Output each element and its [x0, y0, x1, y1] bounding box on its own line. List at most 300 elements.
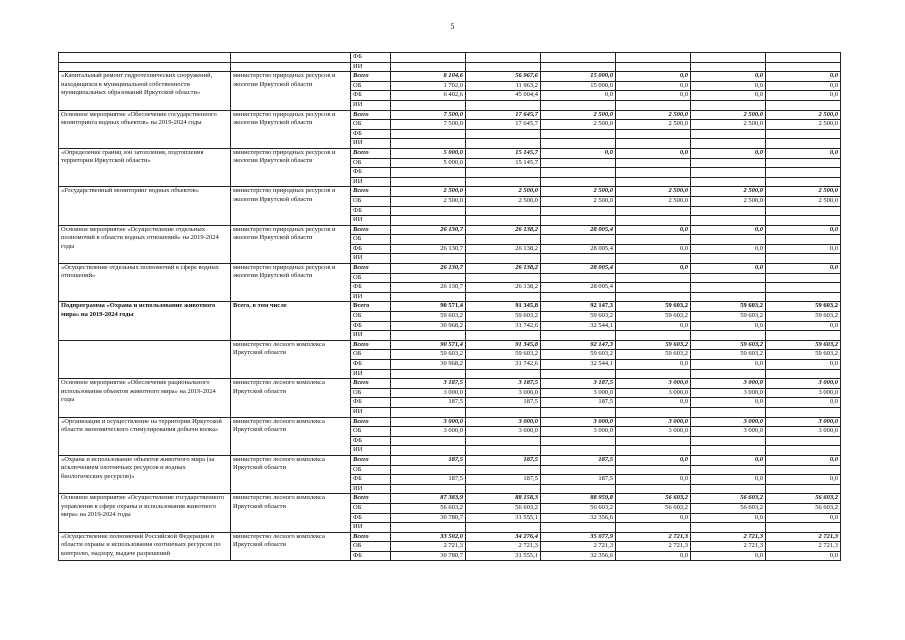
- value-cell: 0,0: [616, 398, 691, 408]
- value-cell: [766, 273, 841, 283]
- table-row: [59, 455, 841, 465]
- value-cell: [391, 331, 466, 341]
- value-cell: 187,5: [541, 398, 616, 408]
- value-cell: [541, 206, 616, 216]
- source-cell: ИИ: [351, 216, 391, 226]
- value-cell: [616, 446, 691, 456]
- value-cell: 59 603,2: [466, 350, 541, 360]
- value-cell: 3 000,0: [391, 417, 466, 427]
- value-cell: 17 645,7: [466, 110, 541, 120]
- value-cell: 2 500,0: [766, 187, 841, 197]
- value-cell: [691, 216, 766, 226]
- value-cell: [766, 62, 841, 72]
- value-cell: 0,0: [766, 360, 841, 370]
- value-cell: 0,0: [616, 321, 691, 331]
- source-cell: ИИ: [351, 292, 391, 302]
- source-cell: ФБ: [351, 360, 391, 370]
- value-cell: [541, 436, 616, 446]
- value-cell: [616, 235, 691, 245]
- budget-table: [58, 52, 841, 561]
- value-cell: 45 004,4: [466, 91, 541, 101]
- executor-cell: министерство природных ресурсов и экологии Иркутской области: [231, 225, 351, 263]
- value-cell: 0,0: [691, 91, 766, 101]
- source-cell: ИИ: [351, 369, 391, 379]
- value-cell: 0,0: [766, 475, 841, 485]
- value-cell: 56 967,6: [466, 72, 541, 82]
- table-row: [59, 532, 841, 542]
- value-cell: 26 138,2: [466, 283, 541, 293]
- value-cell: [616, 254, 691, 264]
- value-cell: [391, 254, 466, 264]
- value-cell: [466, 206, 541, 216]
- value-cell: 17 645,7: [466, 120, 541, 130]
- program-name-cell: Основное мероприятие «Осуществление отдельных полномочий в области водных отношений» на 2019-2024 годы: [59, 225, 231, 263]
- value-cell: 59 603,2: [691, 340, 766, 350]
- value-cell: 28 005,4: [541, 283, 616, 293]
- source-cell: ФБ: [351, 513, 391, 523]
- value-cell: 59 603,2: [616, 350, 691, 360]
- value-cell: 0,0: [616, 225, 691, 235]
- value-cell: 56 603,2: [766, 494, 841, 504]
- value-cell: [691, 407, 766, 417]
- value-cell: [766, 100, 841, 110]
- value-cell: [616, 177, 691, 187]
- value-cell: [766, 484, 841, 494]
- value-cell: [541, 446, 616, 456]
- value-cell: 0,0: [691, 72, 766, 82]
- value-cell: 0,0: [616, 148, 691, 158]
- executor-cell: Всего, в том числе: [231, 302, 351, 340]
- value-cell: 32 356,6: [541, 551, 616, 561]
- value-cell: [541, 62, 616, 72]
- value-cell: [541, 168, 616, 178]
- value-cell: 15 000,0: [541, 72, 616, 82]
- value-cell: [466, 465, 541, 475]
- value-cell: 26 130,7: [391, 244, 466, 254]
- value-cell: 91 345,8: [466, 340, 541, 350]
- value-cell: [616, 484, 691, 494]
- executor-cell: министерство лесного комплекса Иркутской области: [231, 455, 351, 493]
- value-cell: [541, 465, 616, 475]
- value-cell: [466, 436, 541, 446]
- source-cell: ФБ: [351, 168, 391, 178]
- value-cell: 3 000,0: [691, 427, 766, 437]
- value-cell: [691, 465, 766, 475]
- source-cell: ОБ: [351, 388, 391, 398]
- value-cell: [391, 53, 466, 63]
- value-cell: 0,0: [691, 321, 766, 331]
- table-row: [59, 494, 841, 504]
- value-cell: [766, 168, 841, 178]
- value-cell: 0,0: [616, 72, 691, 82]
- value-cell: 31 555,1: [466, 513, 541, 523]
- source-cell: ОБ: [351, 312, 391, 322]
- value-cell: 0,0: [766, 455, 841, 465]
- value-cell: 0,0: [766, 398, 841, 408]
- source-cell: ФБ: [351, 436, 391, 446]
- source-cell: ОБ: [351, 542, 391, 552]
- value-cell: 3 000,0: [616, 427, 691, 437]
- value-cell: 187,5: [541, 475, 616, 485]
- program-name-cell: «Осуществление отдельных полномочий в сфере водных отношений»: [59, 264, 231, 302]
- value-cell: 59 603,2: [766, 350, 841, 360]
- value-cell: [391, 216, 466, 226]
- value-cell: 0,0: [691, 513, 766, 523]
- value-cell: 7 500,0: [391, 120, 466, 130]
- value-cell: [391, 139, 466, 149]
- table-row: [59, 417, 841, 427]
- value-cell: [541, 273, 616, 283]
- value-cell: 0,0: [616, 455, 691, 465]
- value-cell: 2 500,0: [616, 187, 691, 197]
- value-cell: 3 000,0: [616, 379, 691, 389]
- value-cell: [766, 254, 841, 264]
- value-cell: 187,5: [466, 455, 541, 465]
- value-cell: 0,0: [691, 455, 766, 465]
- value-cell: [691, 446, 766, 456]
- value-cell: 187,5: [466, 398, 541, 408]
- value-cell: 26 130,7: [391, 225, 466, 235]
- value-cell: [391, 235, 466, 245]
- value-cell: [541, 53, 616, 63]
- value-cell: 35 077,9: [541, 532, 616, 542]
- source-cell: ОБ: [351, 273, 391, 283]
- source-cell: Всего: [351, 455, 391, 465]
- executor-cell: министерство лесного комплекса Иркутской области: [231, 340, 351, 378]
- value-cell: 31 742,6: [466, 360, 541, 370]
- program-name-cell: Основное мероприятие «Обеспечение рационального использования объектов животного мира» на 2019-2024 годы: [59, 379, 231, 417]
- value-cell: 2 721,3: [616, 532, 691, 542]
- value-cell: [691, 158, 766, 168]
- value-cell: [766, 283, 841, 293]
- value-cell: 2 500,0: [391, 187, 466, 197]
- value-cell: [616, 139, 691, 149]
- value-cell: [541, 158, 616, 168]
- value-cell: [466, 53, 541, 63]
- table-row: [59, 379, 841, 389]
- value-cell: [466, 100, 541, 110]
- value-cell: [691, 100, 766, 110]
- value-cell: 26 138,2: [466, 244, 541, 254]
- value-cell: 3 000,0: [691, 388, 766, 398]
- value-cell: [766, 331, 841, 341]
- source-cell: Всего: [351, 72, 391, 82]
- value-cell: 0,0: [766, 513, 841, 523]
- value-cell: [466, 331, 541, 341]
- value-cell: 2 500,0: [541, 120, 616, 130]
- value-cell: [616, 53, 691, 63]
- value-cell: [391, 436, 466, 446]
- value-cell: 2 721,3: [766, 532, 841, 542]
- source-cell: Всего: [351, 532, 391, 542]
- page-number: 5: [450, 22, 455, 31]
- value-cell: 26 130,7: [391, 264, 466, 274]
- value-cell: [541, 100, 616, 110]
- value-cell: 59 603,2: [766, 340, 841, 350]
- source-cell: ОБ: [351, 81, 391, 91]
- value-cell: 0,0: [691, 225, 766, 235]
- value-cell: 0,0: [616, 264, 691, 274]
- value-cell: [466, 446, 541, 456]
- value-cell: [616, 369, 691, 379]
- source-cell: ФБ: [351, 206, 391, 216]
- value-cell: 2 500,0: [616, 110, 691, 120]
- value-cell: 187,5: [391, 455, 466, 465]
- value-cell: [466, 216, 541, 226]
- value-cell: 187,5: [466, 475, 541, 485]
- value-cell: 3 000,0: [466, 417, 541, 427]
- source-cell: Всего: [351, 110, 391, 120]
- value-cell: 5 000,0: [391, 158, 466, 168]
- value-cell: [691, 168, 766, 178]
- table-row: [59, 264, 841, 274]
- table-row: [59, 340, 841, 350]
- value-cell: [466, 235, 541, 245]
- value-cell: 2 721,3: [541, 542, 616, 552]
- value-cell: 0,0: [691, 551, 766, 561]
- value-cell: 0,0: [766, 72, 841, 82]
- value-cell: [616, 216, 691, 226]
- value-cell: [466, 292, 541, 302]
- empty-cell: [231, 53, 351, 63]
- value-cell: 3 000,0: [691, 379, 766, 389]
- executor-cell: министерство природных ресурсов и экологии Иркутской области: [231, 264, 351, 302]
- value-cell: 3 000,0: [466, 388, 541, 398]
- value-cell: [616, 168, 691, 178]
- value-cell: 0,0: [691, 81, 766, 91]
- value-cell: 3 000,0: [616, 417, 691, 427]
- value-cell: [766, 235, 841, 245]
- value-cell: 7 500,0: [391, 110, 466, 120]
- value-cell: [766, 292, 841, 302]
- source-cell: ИИ: [351, 331, 391, 341]
- value-cell: [466, 484, 541, 494]
- value-cell: [616, 129, 691, 139]
- value-cell: [541, 484, 616, 494]
- value-cell: 0,0: [766, 321, 841, 331]
- value-cell: [691, 254, 766, 264]
- value-cell: 56 603,2: [691, 494, 766, 504]
- value-cell: 0,0: [616, 91, 691, 101]
- source-cell: Всего: [351, 302, 391, 312]
- value-cell: 26 130,7: [391, 283, 466, 293]
- value-cell: 0,0: [616, 475, 691, 485]
- value-cell: [691, 331, 766, 341]
- value-cell: [766, 369, 841, 379]
- value-cell: 187,5: [391, 398, 466, 408]
- value-cell: 0,0: [616, 360, 691, 370]
- value-cell: [391, 446, 466, 456]
- value-cell: 28 005,4: [541, 264, 616, 274]
- value-cell: [616, 407, 691, 417]
- value-cell: 2 500,0: [541, 196, 616, 206]
- value-cell: [541, 129, 616, 139]
- value-cell: 32 356,6: [541, 513, 616, 523]
- value-cell: [616, 331, 691, 341]
- value-cell: 30 780,7: [391, 551, 466, 561]
- value-cell: [766, 436, 841, 446]
- executor-cell: министерство природных ресурсов и экологии Иркутской области: [231, 110, 351, 148]
- program-name-cell: Основное мероприятие «Осуществление государственного управления в сфере охраны и использования животного мира» на 2019-2024 годы: [59, 494, 231, 532]
- value-cell: [766, 139, 841, 149]
- table-row: [59, 148, 841, 158]
- source-cell: ФБ: [351, 53, 391, 63]
- value-cell: 59 603,2: [541, 312, 616, 322]
- value-cell: [616, 206, 691, 216]
- program-name-cell: «Государственный мониторинг водных объектов»: [59, 187, 231, 225]
- value-cell: 2 721,3: [766, 542, 841, 552]
- value-cell: 3 187,5: [541, 379, 616, 389]
- value-cell: 0,0: [766, 91, 841, 101]
- value-cell: 0,0: [766, 551, 841, 561]
- value-cell: 0,0: [766, 81, 841, 91]
- budget-table-body: [59, 53, 841, 561]
- value-cell: 56 603,2: [391, 503, 466, 513]
- value-cell: 32 544,1: [541, 360, 616, 370]
- value-cell: [466, 168, 541, 178]
- value-cell: 0,0: [616, 81, 691, 91]
- value-cell: 2 500,0: [766, 120, 841, 130]
- value-cell: 3 000,0: [541, 388, 616, 398]
- value-cell: 2 500,0: [691, 110, 766, 120]
- value-cell: [466, 523, 541, 533]
- value-cell: 92 147,3: [541, 302, 616, 312]
- value-cell: [691, 177, 766, 187]
- value-cell: [616, 273, 691, 283]
- value-cell: 0,0: [541, 148, 616, 158]
- value-cell: [466, 407, 541, 417]
- value-cell: 15 145,7: [466, 158, 541, 168]
- value-cell: 59 603,2: [766, 302, 841, 312]
- value-cell: 88 959,8: [541, 494, 616, 504]
- value-cell: 88 158,3: [466, 494, 541, 504]
- value-cell: [691, 53, 766, 63]
- value-cell: 0,0: [766, 148, 841, 158]
- program-name-cell: Основное мероприятие «Обеспечение государственного мониторинга водных объектов» на 2019-2024 годы: [59, 110, 231, 148]
- executor-cell: министерство природных ресурсов и экологии Иркутской области: [231, 72, 351, 110]
- value-cell: 2 500,0: [541, 187, 616, 197]
- value-cell: 0,0: [541, 91, 616, 101]
- value-cell: 28 005,4: [541, 225, 616, 235]
- table-row: [59, 62, 841, 72]
- value-cell: 11 963,2: [466, 81, 541, 91]
- source-cell: Всего: [351, 187, 391, 197]
- source-cell: Всего: [351, 379, 391, 389]
- value-cell: 0,0: [766, 225, 841, 235]
- value-cell: 2 500,0: [466, 196, 541, 206]
- value-cell: 2 721,3: [391, 542, 466, 552]
- value-cell: 3 000,0: [766, 427, 841, 437]
- value-cell: 26 138,2: [466, 264, 541, 274]
- value-cell: [466, 129, 541, 139]
- value-cell: 59 603,2: [691, 312, 766, 322]
- value-cell: [691, 436, 766, 446]
- source-cell: ИИ: [351, 407, 391, 417]
- value-cell: 56 603,2: [466, 503, 541, 513]
- value-cell: 87 383,9: [391, 494, 466, 504]
- value-cell: 59 603,2: [541, 350, 616, 360]
- source-cell: ИИ: [351, 100, 391, 110]
- value-cell: 2 500,0: [616, 120, 691, 130]
- source-cell: ОБ: [351, 465, 391, 475]
- value-cell: 31 555,1: [466, 551, 541, 561]
- program-name-cell: «Капитальный ремонт гидротехнических сооружений, находящихся в муниципальной собственности муниципальных образований Иркутской области»: [59, 72, 231, 110]
- value-cell: [691, 129, 766, 139]
- value-cell: [616, 292, 691, 302]
- value-cell: 59 603,2: [466, 312, 541, 322]
- source-cell: ФБ: [351, 91, 391, 101]
- value-cell: 2 500,0: [691, 187, 766, 197]
- value-cell: 34 276,4: [466, 532, 541, 542]
- executor-cell: министерство лесного комплекса Иркутской области: [231, 417, 351, 455]
- source-cell: ОБ: [351, 196, 391, 206]
- value-cell: [616, 436, 691, 446]
- table-row: [59, 110, 841, 120]
- value-cell: [391, 129, 466, 139]
- value-cell: 0,0: [691, 475, 766, 485]
- program-name-cell: Подпрограмма «Охрана и использование животного мира» на 2019-2024 годы: [59, 302, 231, 340]
- value-cell: 30 968,2: [391, 360, 466, 370]
- value-cell: [766, 446, 841, 456]
- value-cell: 0,0: [616, 244, 691, 254]
- value-cell: 0,0: [691, 264, 766, 274]
- source-cell: ФБ: [351, 398, 391, 408]
- executor-cell: министерство лесного комплекса Иркутской области: [231, 494, 351, 532]
- value-cell: [391, 100, 466, 110]
- table-row: [59, 72, 841, 82]
- source-cell: ОБ: [351, 503, 391, 513]
- source-cell: ИИ: [351, 484, 391, 494]
- value-cell: [766, 129, 841, 139]
- value-cell: [541, 331, 616, 341]
- value-cell: 5 000,0: [391, 148, 466, 158]
- source-cell: ИИ: [351, 62, 391, 72]
- value-cell: [691, 206, 766, 216]
- source-cell: ИИ: [351, 177, 391, 187]
- value-cell: [391, 62, 466, 72]
- value-cell: [466, 139, 541, 149]
- value-cell: 33 502,0: [391, 532, 466, 542]
- value-cell: [616, 523, 691, 533]
- program-name-cell: «Охрана и использование объектов животного мира (за исключением охотничьих ресурсов и водных биологических ресурсов)»: [59, 455, 231, 493]
- value-cell: 90 571,4: [391, 302, 466, 312]
- value-cell: 8 104,6: [391, 72, 466, 82]
- source-cell: ИИ: [351, 446, 391, 456]
- value-cell: [616, 100, 691, 110]
- executor-cell: министерство лесного комплекса Иркутской области: [231, 379, 351, 417]
- table-row: [59, 187, 841, 197]
- value-cell: [541, 523, 616, 533]
- source-cell: ФБ: [351, 475, 391, 485]
- value-cell: [691, 235, 766, 245]
- source-cell: ФБ: [351, 283, 391, 293]
- value-cell: [466, 369, 541, 379]
- value-cell: [541, 235, 616, 245]
- value-cell: [541, 292, 616, 302]
- value-cell: [391, 177, 466, 187]
- value-cell: [691, 292, 766, 302]
- value-cell: 91 345,8: [466, 302, 541, 312]
- source-cell: Всего: [351, 148, 391, 158]
- value-cell: 3 000,0: [391, 427, 466, 437]
- value-cell: [466, 177, 541, 187]
- value-cell: [541, 177, 616, 187]
- source-cell: Всего: [351, 225, 391, 235]
- value-cell: 3 000,0: [766, 417, 841, 427]
- value-cell: 2 500,0: [466, 187, 541, 197]
- value-cell: 59 603,2: [691, 302, 766, 312]
- value-cell: 0,0: [616, 551, 691, 561]
